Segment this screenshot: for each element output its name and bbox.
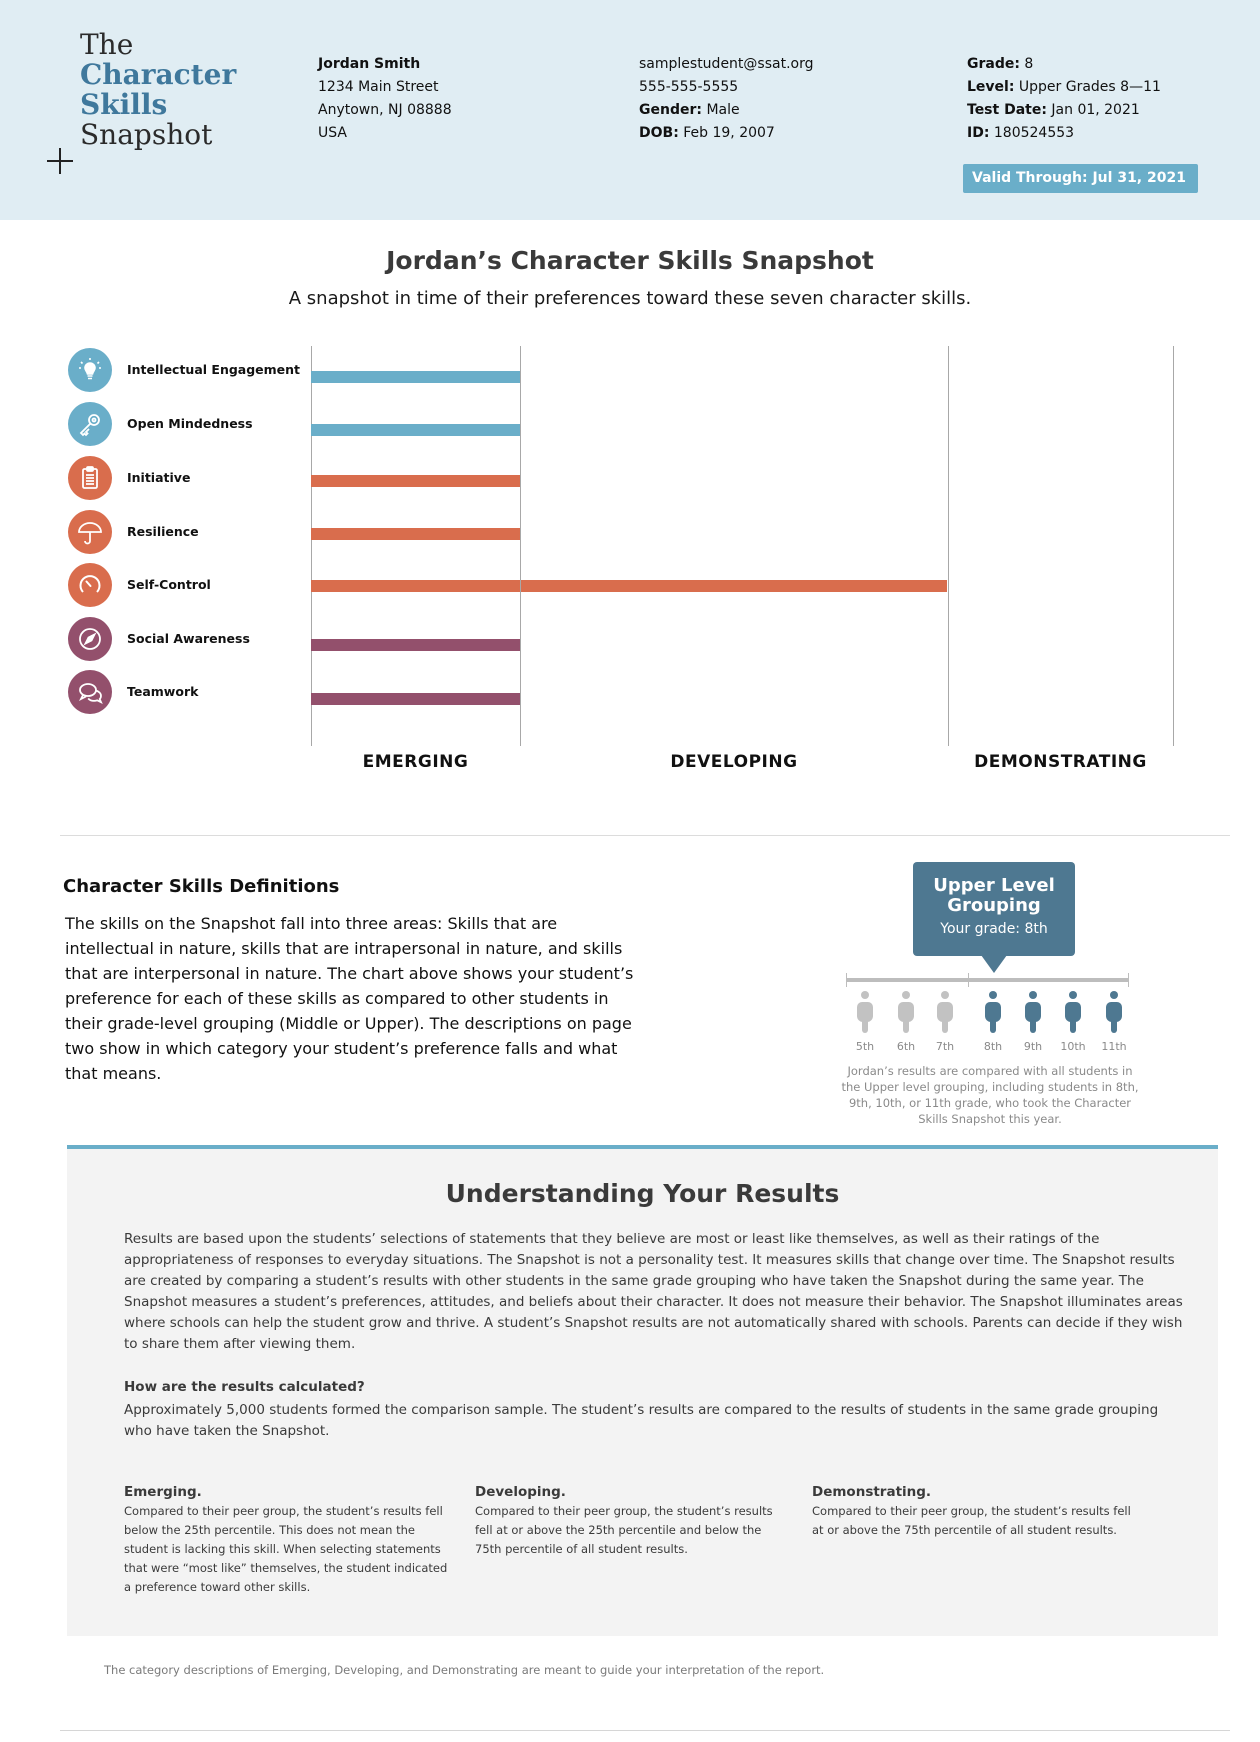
category-def-title: Developing. [475,1484,566,1500]
emerging-boundary-line [520,346,521,746]
grouping-callout [913,862,1075,956]
address-line-2: Anytown, NJ 08888 [318,102,452,118]
person-icon-grade-10 [1063,991,1083,1039]
category-def-text: Compared to their peer group, the student’s results fell at or above the 25th percentile and below the 75th percentile of all student results. [475,1504,773,1556]
umbrella-icon [68,510,112,554]
speedometer-icon [68,563,112,607]
clipboard-icon [68,456,112,500]
developing-boundary-line [948,346,949,746]
grade-label: 7th [935,1040,955,1053]
compass-icon [68,617,112,661]
category-def-emerging [124,1484,454,1597]
grade-label: 6th [896,1040,916,1053]
logo-line-skills: Skills [80,88,168,121]
grade-label: 11th [1101,1040,1127,1053]
demonstrating-boundary-line [1173,346,1174,746]
student-level: Level: Upper Grades 8—11 [967,79,1161,95]
grouping-your-grade: Your grade: 8th [940,921,1048,937]
skill-label: Initiative [127,470,191,485]
student-address [318,53,452,145]
skill-label: Self-Control [127,577,211,592]
logo-line-character: Character [80,58,237,91]
address-country: USA [318,125,347,141]
person-icon-grade-6 [896,991,916,1039]
grouping-note: Jordan’s results are compared with all students in the Upper level grouping, including students in 8th, 9th, 10th, or 11th grade, who took the Character Skills Snapshot this year. [841,1064,1139,1126]
skill-bar-self-control-developing [521,580,947,592]
student-gender: Gender: Male [639,102,740,118]
student-contact [639,53,814,145]
person-icon-grade-9 [1023,991,1043,1039]
person-icon-grade-8 [983,991,1003,1039]
skill-row-resilience [68,510,318,556]
level-label-demonstrating: DEMONSTRATING [974,752,1147,772]
student-test-info [967,53,1161,145]
calc-answer: Approximately 5,000 students formed the comparison sample. The student’s results are compared to the results of students in the same grade grouping who have taken the Snapshot. [124,1402,1159,1439]
grade-label: 5th [855,1040,875,1053]
person-icon-grade-11 [1104,991,1124,1039]
page-title: Jordan’s Character Skills Snapshot [386,246,874,275]
category-def-title: Emerging. [124,1484,202,1500]
student-dob: DOB: Feb 19, 2007 [639,125,775,141]
calc-question: How are the results calculated? [124,1379,365,1395]
skill-label: Teamwork [127,684,199,699]
bottom-divider [60,1730,1230,1731]
grade-label: 9th [1023,1040,1043,1053]
skill-bar-self-control-emerging [311,580,520,592]
skill-bar-teamwork [311,693,520,705]
skill-bar-social-awareness [311,639,520,651]
skill-row-social-awareness [68,617,318,663]
track-tick-end [1128,973,1129,987]
skill-bar-open-mindedness [311,424,520,436]
report-header [0,0,1260,220]
student-name: Jordan Smith [318,56,421,72]
results-title: Understanding Your Results [445,1179,840,1208]
track-tick-start [846,973,847,987]
student-phone: 555-555-5555 [639,79,739,95]
skill-label: Open Mindedness [127,416,253,431]
student-id: ID: 180524553 [967,125,1075,141]
results-body: Results are based upon the students’ selections of statements that they believe are most or least like themselves, as well as their ratings of the appropriateness of responses to everyday situations. The Snapshot is not a personality test. It measures skills that change over time. The Snapshot results are created by comparing a student’s results with other students in the same grade grouping who have taken the Snapshot during the same year. The Snapshot measures a student’s preferences, attitudes, and beliefs about their character. It does not measure their behavior. The Snapshot illuminates areas where schools can help the student grow and thrive. A student’s Snapshot results are not automatically shared with schools. Parents can decide if they wish to share them after viewing them. [124,1231,1183,1352]
person-icon-grade-5 [855,991,875,1039]
valid-through-badge: Valid Through: Jul 31, 2021 [963,164,1198,193]
key-icon [68,402,112,446]
grade-track [846,978,1128,982]
skill-label: Social Awareness [127,631,250,646]
grouping-title: Upper Level Grouping [933,875,1055,916]
understanding-results-panel [67,1145,1218,1636]
category-def-title: Demonstrating. [812,1484,932,1500]
skill-row-open-mindedness [68,402,318,448]
plus-icon [47,148,73,174]
address-line-1: 1234 Main Street [318,79,439,95]
skill-bar-intellectual-engagement [311,371,520,383]
skill-bar-initiative [311,475,520,487]
grade-label: 8th [983,1040,1003,1053]
student-grade: Grade: 8 [967,56,1034,72]
category-def-demonstrating [812,1484,1132,1540]
skill-row-intellectual-engagement [68,348,318,394]
logo-line-the: The [80,28,134,61]
skill-bar-resilience [311,528,520,540]
section-divider [60,835,1230,836]
category-def-text: Compared to their peer group, the student’s results fell below the 25th percentile. This does not mean the student is lacking this skill. When selecting statements that were “most like” themselves, the student indicated a preference toward other skills. [124,1504,448,1594]
category-def-developing [475,1484,785,1559]
lightbulb-icon [68,348,112,392]
category-def-text: Compared to their peer group, the student’s results fell at or above the 75th percentile of all student results. [812,1504,1131,1537]
logo [80,30,236,150]
skill-label: Intellectual Engagement [127,362,301,377]
student-email: samplestudent@ssat.org [639,56,814,72]
grade-label: 10th [1060,1040,1086,1053]
person-icon-grade-7 [935,991,955,1039]
level-label-emerging: EMERGING [362,752,469,772]
grade-grouping-widget [840,860,1140,1130]
level-label-developing: DEVELOPING [670,752,798,772]
page-subtitle: A snapshot in time of their preferences toward these seven character skills. [288,288,972,309]
skill-label: Resilience [127,524,199,539]
chat-bubbles-icon [68,670,112,714]
skills-chart [0,340,1260,780]
definitions-title: Character Skills Definitions [63,876,340,897]
definitions-body: The skills on the Snapshot fall into three areas: Skills that are intellectual in nature, skills that are intrapersonal in nature, and skills that are interpersonal in nature. The chart above shows your student’s preference for each of these skills as compared to other students in their grade-level grouping (Middle or Upper). The descriptions on page two show in which category your student’s preference falls and what that means. [65,914,634,1083]
footnote: The category descriptions of Emerging, Developing, and Demonstrating are meant to guide your interpretation of the report. [104,1663,825,1677]
skill-row-teamwork [68,670,318,716]
skill-row-initiative [68,456,318,502]
callout-pointer [981,955,1007,973]
logo-line-snapshot: Snapshot [80,118,213,151]
track-tick-group-boundary [968,973,969,987]
skill-row-self-control [68,563,318,609]
test-date: Test Date: Jan 01, 2021 [967,102,1140,118]
